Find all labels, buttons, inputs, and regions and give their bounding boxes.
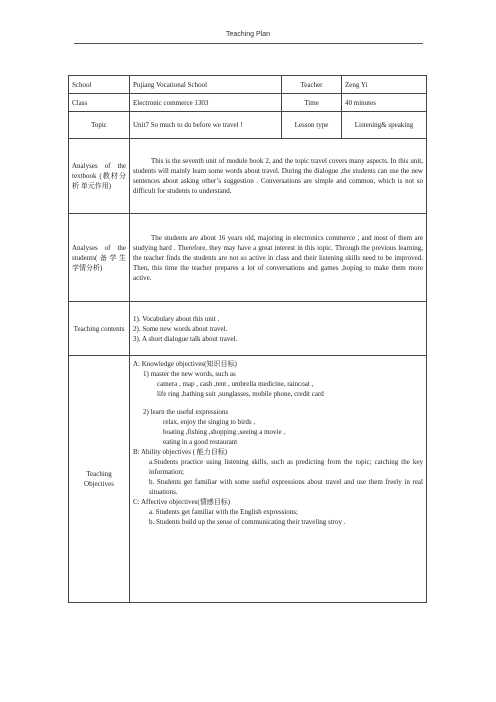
row-textbook-analysis [69, 139, 427, 214]
school-value: Pujiang Vocational School [130, 76, 282, 94]
textbook-analysis-text: This is the seventh unit of module book 2, and the topic travel covers many aspects. In this unit, students will mainly learn some words about travel. During the dialogue ,the students can use the new sentences about asking other’s suggestion . Conversations are simple and common, which is not so difficult for students to understand. [130, 139, 427, 214]
ability-item-b: b. Students get familiar with some useful expressions about travel and use them freely in real situations. [149, 478, 423, 496]
row-topic [69, 112, 427, 139]
textbook-analysis-label: Analyses of the textbook (教材分析 单元作用) [69, 139, 130, 214]
affective-objectives-title: C: Affective objectives(情感目标) [133, 498, 231, 506]
class-value: Electronic commerce 1303 [130, 94, 282, 112]
student-analysis-text: The students are about 16 years old, majoring in electronics commerce , and most of them are studying hard . Therefore, they may have a great interest in this topic. Through the previous learning, the teacher finds the students are not so active in class and their listening skills need to be improved. Then, this time the teacher prepares a lot of conversations and games ,hoping to make them more active. [130, 214, 427, 302]
class-label: Class [69, 94, 130, 112]
time-label: Time [282, 94, 342, 112]
knowledge-item-2-intro: 2) learn the useful expressions [143, 408, 229, 416]
topic-value: Unit7 So much to do before we travel ! [130, 112, 282, 139]
expressions-line-3: eating in a good restaurant [163, 438, 238, 446]
knowledge-item-1-intro: 1) master the new words, such as [143, 370, 236, 378]
row-teaching-contents [69, 302, 427, 356]
row-class [69, 94, 427, 112]
affective-item-b: b. Students build up the sense of communicating their traveling stroy . [149, 518, 346, 526]
knowledge-words-line-1: camera , map , cash ,tent , umbrella medicine, raincoat , [157, 380, 314, 388]
time-value: 40 minutes [342, 94, 427, 112]
row-school [69, 76, 427, 94]
school-label: School [69, 76, 130, 94]
ability-item-a: a.Students practice using listening skills, such as predicting from the topic; catching the key information; [149, 458, 423, 476]
content-item: 1). Vocabulary about this unit . [133, 314, 220, 323]
teacher-value: Zeng Yi [342, 76, 427, 94]
expressions-line-1: relax, enjoy the singing to birds , [163, 418, 256, 426]
student-analysis-label: Analyses of the students(备学生 学情分析) [69, 214, 130, 302]
teaching-objectives-body [130, 356, 427, 603]
teaching-objectives-label: Teaching Objectives [69, 356, 130, 603]
content-item: 3). A short dialogue talk about travel. [133, 334, 238, 343]
row-teaching-objectives [69, 356, 427, 603]
topic-label: Topic [69, 112, 130, 139]
affective-item-a: a. Students get familiar with the English expressions; [149, 508, 298, 516]
lesson-type-label: Lesson type [282, 112, 342, 139]
knowledge-objectives-title: A: Knowledge objectives(知识目标) [133, 360, 237, 368]
content-item: 2). Some new words about travel. [133, 324, 228, 333]
teaching-plan-table [68, 75, 427, 603]
teaching-contents-list [130, 302, 427, 356]
expressions-line-2: boating ,fishing ,shopping ,seeing a movie , [163, 428, 286, 436]
row-student-analysis [69, 214, 427, 302]
lesson-type-value: Listening& speaking [342, 112, 427, 139]
knowledge-words-line-2: life ring ,bathing suit ,sunglasses, mobile phone, credit card [157, 390, 324, 398]
teaching-contents-label: Teaching contents [69, 302, 130, 356]
header-divider [74, 43, 423, 44]
teacher-label: Teacher [282, 76, 342, 94]
ability-objectives-title: B: Ability objectives ( 能力目标) [133, 448, 228, 456]
spacer [133, 399, 423, 407]
page-header-title: Teaching Plan [226, 31, 270, 38]
